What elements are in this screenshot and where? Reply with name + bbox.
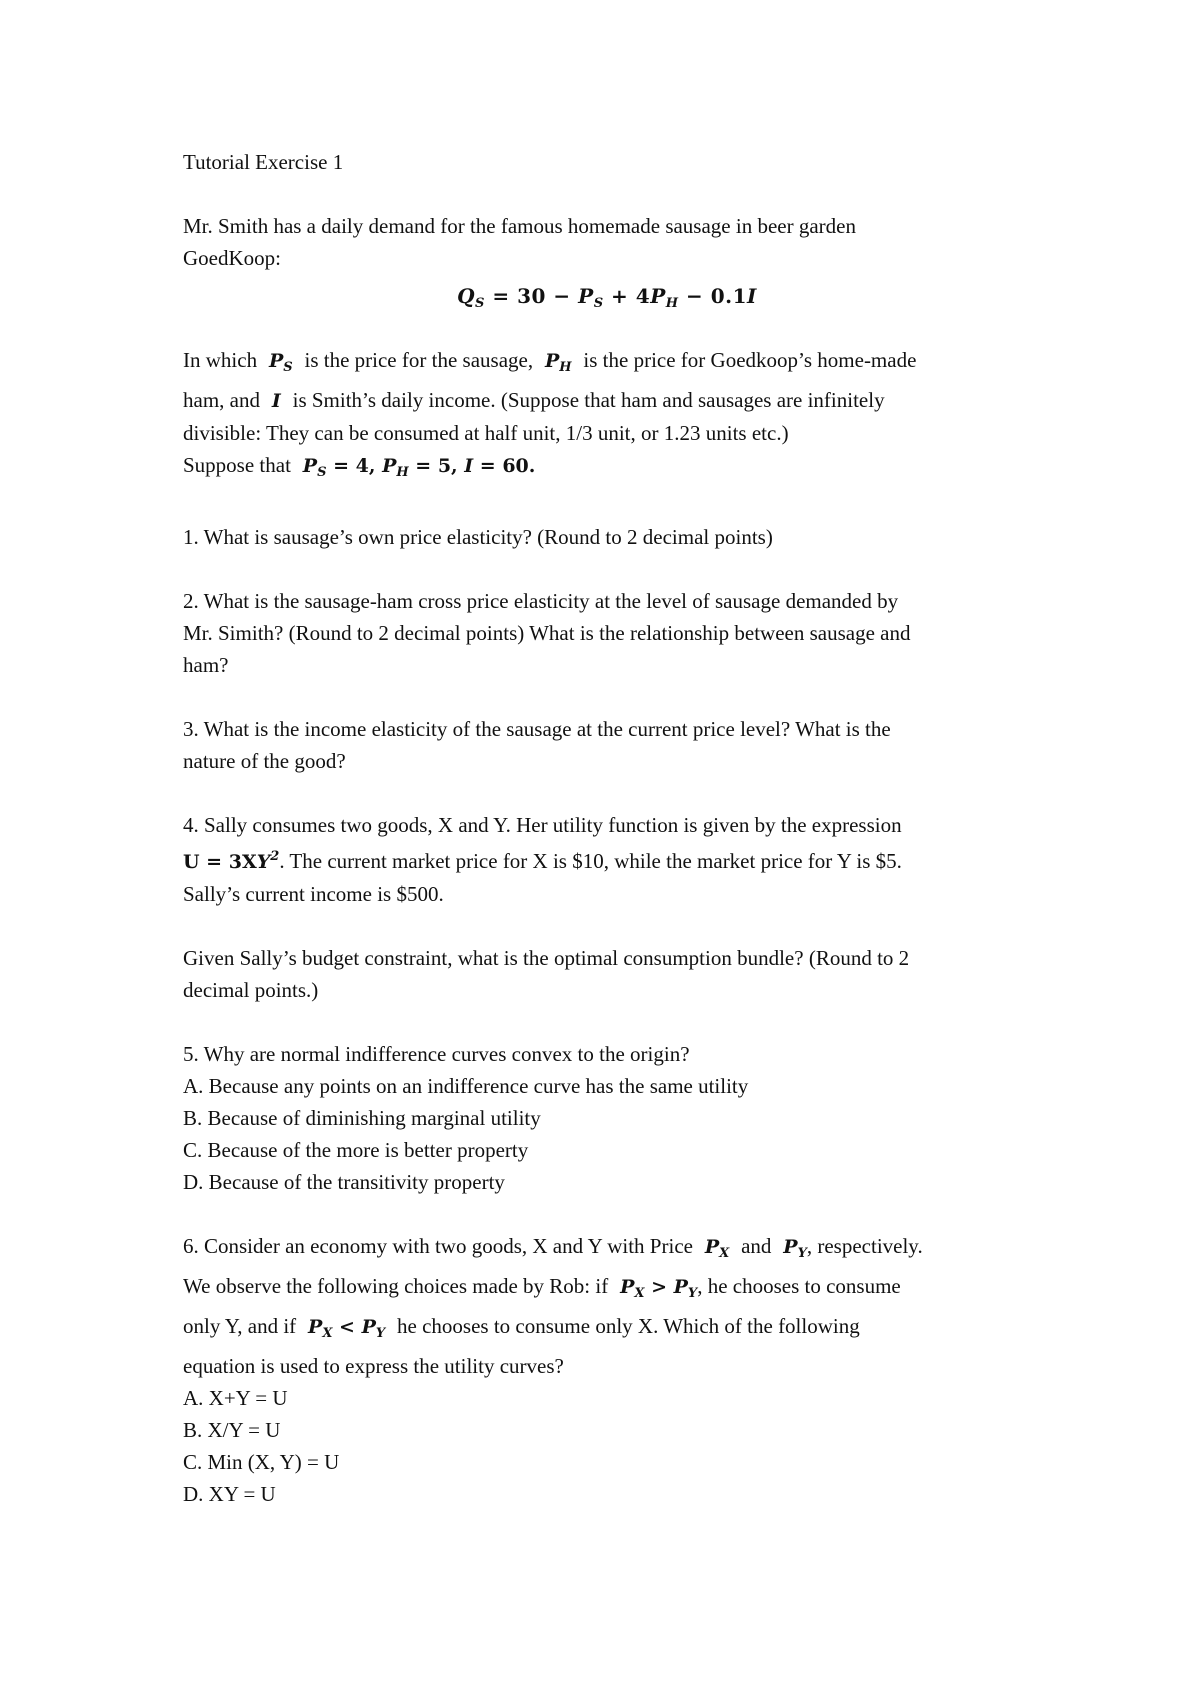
- question-4-line-3: Sally’s current income is $500.: [183, 882, 444, 906]
- question-2-line-3: ham?: [183, 653, 229, 677]
- question-3-line-2: nature of the good?: [183, 749, 346, 773]
- question-1: 1. What is sausage’s own price elasticity? (Round to 2 decimal points): [183, 525, 773, 549]
- question-6-line-1: 6. Consider an economy with two goods, X and Y with Price $P_X$ and $P_Y$, respectively.: [183, 1234, 923, 1261]
- utility-function: $U = 3XY^2$: [183, 849, 280, 873]
- question-5: 5. Why are normal indifference curves convex to the origin?: [183, 1042, 690, 1066]
- question-4-part-2-line-2: decimal points.): [183, 978, 319, 1002]
- definitions-line-3: divisible: They can be consumed at half unit, 1/3 unit, or 1.23 units etc.): [183, 421, 789, 445]
- intro-line-2: GoedKoop:: [183, 246, 281, 270]
- document-body: [183, 146, 1031, 1510]
- question-3-line-1: 3. What is the income elasticity of the sausage at the current price level? What is the: [183, 717, 891, 741]
- question-2-line-1: 2. What is the sausage-ham cross price elasticity at the level of sausage demanded by: [183, 589, 899, 613]
- income-symbol: I: [265, 390, 288, 412]
- question-6-line-2: We observe the following choices made by Rob: if $P_X > P_Y$, he chooses to consume: [183, 1274, 901, 1301]
- price-sausage-symbol: $P_S$: [262, 350, 293, 375]
- question-4-part-2-line-1: Given Sally’s budget constraint, what is the optimal consumption bundle? (Round to 2: [183, 946, 910, 970]
- price-x-less-y: $P_X < P_Y$: [301, 1316, 386, 1341]
- question-6-option-a: A. X+Y = U: [183, 1386, 288, 1410]
- question-5-option-b: B. Because of diminishing marginal utility: [183, 1106, 541, 1130]
- definitions-line-2: ham, and I is Smith’s daily income. (Suppose that ham and sausages are infinitely: [183, 388, 885, 412]
- question-4-line-2: $U = 3XY^2$. The current market price for X is $10, while the market price for Y is $5.: [183, 849, 902, 873]
- price-ham-symbol: $P_H$: [538, 350, 572, 375]
- question-5-option-c: C. Because of the more is better property: [183, 1138, 529, 1162]
- question-4-line-1: 4. Sally consumes two goods, X and Y. Her utility function is given by the expression: [183, 813, 902, 837]
- document-title: Tutorial Exercise 1: [183, 150, 344, 174]
- question-2-line-2: Mr. Simith? (Round to 2 decimal points) What is the relationship between sausage and: [183, 621, 911, 645]
- intro-line-1: Mr. Smith has a daily demand for the famous homemade sausage in beer garden: [183, 214, 856, 238]
- question-5-option-a: A. Because any points on an indifference curve has the same utility: [183, 1074, 749, 1098]
- given-values-equation: $P_S = 4$, $P_H = 5$, I = 60.: [296, 455, 536, 480]
- question-6-line-4: equation is used to express the utility curves?: [183, 1354, 564, 1378]
- price-x-greater-y: $P_X > P_Y$: [613, 1276, 698, 1301]
- price-x-symbol: $P_X$: [698, 1236, 730, 1261]
- demand-equation: $Q_S = 30 - P_S + 4P_H - 0.1I$: [457, 284, 757, 311]
- price-y-symbol: $P_Y$: [776, 1236, 807, 1261]
- definitions-line-4: Suppose that $P_S = 4$, $P_H = 5$, I = 60.: [183, 453, 536, 480]
- question-6-option-c: C. Min (X, Y) = U: [183, 1450, 340, 1474]
- definitions-line-1: In which $P_S$ is the price for the sausage, $P_H$ is the price for Goedkoop’s home-made: [183, 348, 917, 375]
- question-6-option-b: B. X/Y = U: [183, 1418, 281, 1442]
- question-6-option-d: D. XY = U: [183, 1482, 276, 1506]
- question-6-line-3: only Y, and if $P_X < P_Y$ he chooses to consume only X. Which of the following: [183, 1314, 860, 1341]
- question-5-option-d: D. Because of the transitivity property: [183, 1170, 505, 1194]
